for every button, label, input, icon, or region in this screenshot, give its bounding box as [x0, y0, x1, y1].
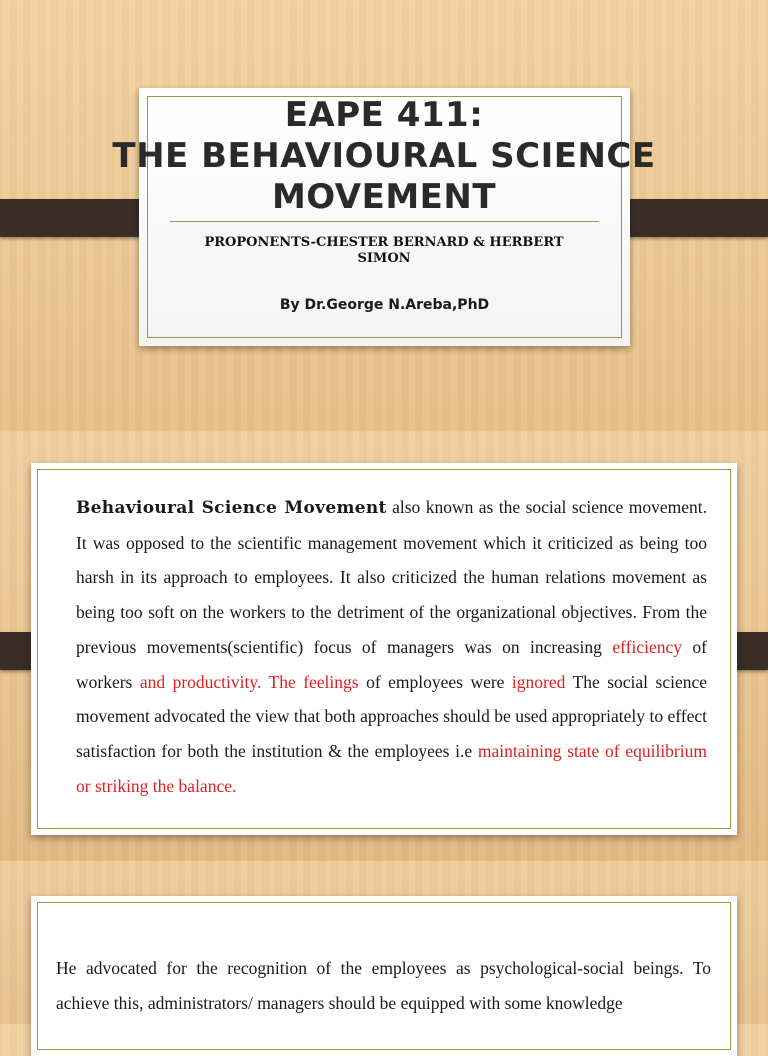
title-divider	[170, 221, 599, 222]
paragraph-text-1: also known as the social science movement. It was opposed to the scientific management movement which it criticized as being too harsh in its approach to employees. It also criticized the human relations movement as being too soft on the workers to the detriment of the organizational objectives. From the previous movements(scientific) focus of managers was on increasing	[76, 497, 708, 657]
paragraph-text-3: of employees were	[358, 671, 512, 692]
highlight-equilibrium: maintaining state of equilibrium or striking the balance.	[76, 740, 707, 796]
next-slide-paragraph: He advocated for the recognition of the employees as psychological-social beings. To achieve this, administrators/ managers should be equipped with some knowledge	[56, 958, 711, 1013]
subtitle-line-2: SIMON	[357, 251, 411, 266]
author-line: By Dr.George N.Areba,PhD	[279, 297, 490, 313]
highlight-ignored: ignored	[511, 671, 566, 692]
title-line-3: MOVEMENT	[271, 177, 497, 217]
paragraph-lead: Behavioural Science Movement	[76, 498, 387, 518]
paragraph-text-2: of workers	[76, 636, 707, 692]
subtitle-line-1: PROPONENTS-CHESTER BERNARD & HERBERT	[204, 235, 564, 250]
highlight-efficiency: efficiency	[612, 636, 682, 657]
content-paragraph	[76, 490, 707, 803]
title-line-1: EAPE 411:	[284, 95, 484, 135]
paragraph-text-4: The social science movement advocated the view that both approaches should be used appropriately to effect satisfaction for both the institution & the employees i.e	[76, 671, 708, 761]
highlight-productivity: and productivity. The feelings	[139, 671, 359, 692]
title-line-2: THE BEHAVIOURAL SCIENCE	[112, 136, 656, 176]
